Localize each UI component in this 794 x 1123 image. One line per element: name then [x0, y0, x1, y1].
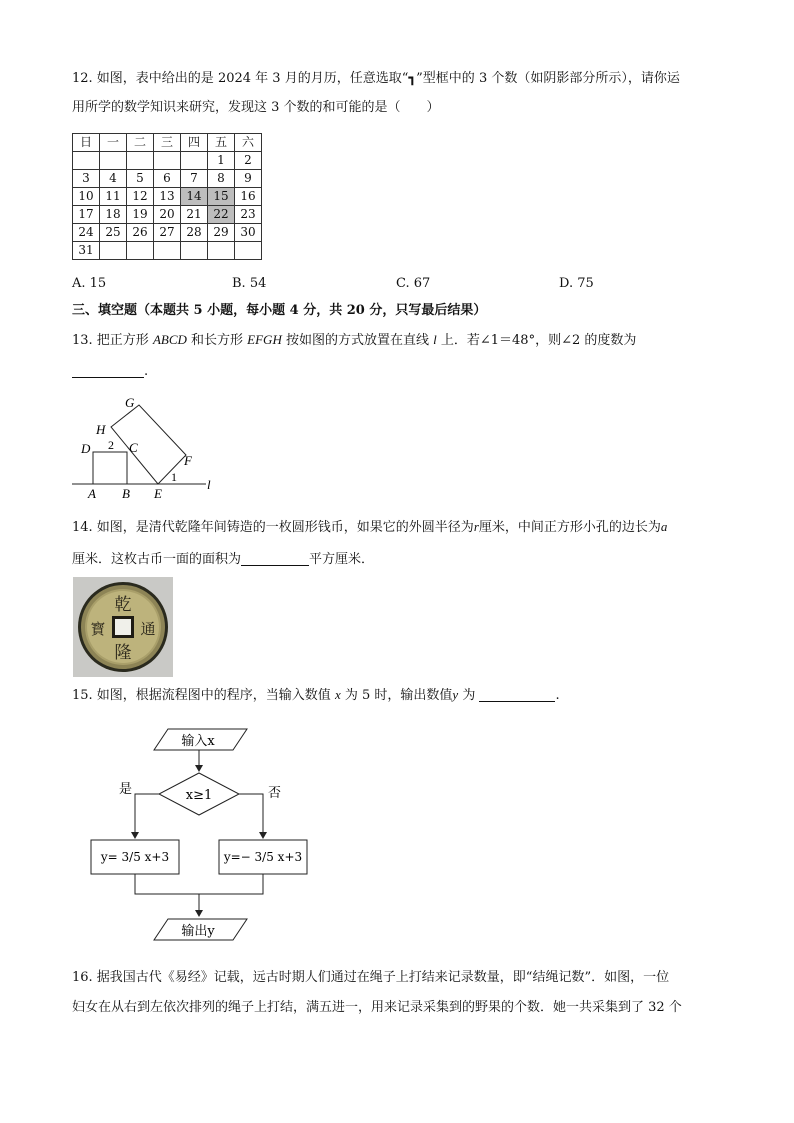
q13-abcd: ABCD	[152, 332, 187, 347]
q14-text-b: 厘米，中间正方形小孔的边长为	[478, 520, 661, 535]
option-a: A. 15	[72, 276, 107, 291]
q13-text-b: 和长方形	[186, 333, 248, 348]
calendar-day-cell: 9	[235, 170, 262, 188]
calendar-day-cell: 29	[208, 224, 235, 242]
label-f: F	[184, 453, 192, 468]
label-g: G	[125, 395, 135, 410]
q14-a: a	[660, 519, 668, 534]
q15-text-b: 为 5 时，输出数值	[340, 688, 453, 703]
calendar-day-cell: 27	[154, 224, 181, 242]
q14-text-a: 14. 如图，是清代乾隆年间铸造的一枚圆形钱币，如果它的外圆半径为	[72, 520, 474, 535]
coin-photo	[73, 577, 173, 677]
label-angle-2: 2	[108, 438, 114, 452]
option-d: D. 75	[559, 276, 594, 291]
q14-text-line1	[72, 518, 667, 537]
calendar-day-cell: 30	[235, 224, 262, 242]
calendar-day-cell: 28	[181, 224, 208, 242]
calendar-week-row	[73, 224, 262, 242]
calendar-day-cell: 6	[154, 170, 181, 188]
q14-text-line2	[72, 551, 374, 569]
calendar-weekday: 三	[154, 134, 181, 152]
label-b: B	[122, 486, 130, 501]
square-abcd	[93, 452, 127, 484]
q15-x: x	[334, 687, 341, 702]
calendar-day-cell: 31	[73, 242, 100, 260]
q13-efgh: EFGH	[247, 332, 282, 347]
calendar-day-cell: 14	[181, 188, 208, 206]
calendar-day-cell: 7	[181, 170, 208, 188]
calendar-week-row	[73, 152, 262, 170]
q14-answer-blank[interactable]	[241, 551, 309, 566]
coin-char-left: 寳	[90, 620, 106, 638]
flow-output-label: 输出y	[181, 924, 215, 939]
calendar-day-cell: 23	[235, 206, 262, 224]
calendar-day-cell: 12	[127, 188, 154, 206]
calendar-day-cell: 10	[73, 188, 100, 206]
calendar-day-cell: 8	[208, 170, 235, 188]
q13-text-line2	[72, 363, 148, 381]
calendar-week-row	[73, 242, 262, 260]
calendar-day-cell: 26	[127, 224, 154, 242]
q13-period: .	[144, 364, 149, 379]
coin-char-right: 通	[140, 620, 156, 638]
calendar-day-cell: 22	[208, 206, 235, 224]
calendar-day-cell: 16	[235, 188, 262, 206]
calendar-weekday: 五	[208, 134, 235, 152]
calendar-day-cell	[208, 242, 235, 260]
q13-text-d: 上．若∠1＝48°，则∠2 的度数为	[436, 333, 637, 348]
label-h: H	[96, 422, 106, 437]
q13-text-line1	[72, 331, 636, 350]
calendar-day-cell: 17	[73, 206, 100, 224]
calendar-day-cell: 1	[208, 152, 235, 170]
calendar-day-cell: 20	[154, 206, 181, 224]
calendar-weekday: 日	[73, 134, 100, 152]
calendar-day-cell	[100, 242, 127, 260]
calendar-week-row	[73, 188, 262, 206]
flow-input-label: 输入x	[181, 734, 215, 749]
q16-text-line1: 16. 据我国古代《易经》记载，远古时期人们通过在绳子上打结来记录数量，即“结绳记数”．如图，一位	[72, 970, 670, 985]
calendar-day-cell	[181, 242, 208, 260]
flow-condition-label: x≥1	[185, 788, 213, 803]
calendar-day-cell	[154, 242, 181, 260]
q14-text-d: 平方厘米．	[309, 552, 375, 567]
section-title: 三、填空题（本题共 5 小题，每小题 4 分，共 20 分，只写最后结果）	[72, 303, 487, 318]
calendar-weekday: 六	[235, 134, 262, 152]
calendar-weekday: 四	[181, 134, 208, 152]
calendar-header-row	[73, 134, 262, 152]
calendar-day-cell	[127, 152, 154, 170]
flow-no-label: 否	[268, 786, 282, 801]
q14-r: r	[473, 519, 479, 534]
calendar-day-cell: 2	[235, 152, 262, 170]
calendar-day-cell: 21	[181, 206, 208, 224]
q13-answer-blank[interactable]	[72, 363, 144, 378]
q15-flowchart	[88, 724, 328, 946]
q12-text-line2: 用所学的数学知识来研究，发现这 3 个数的和可能的是（ ）	[72, 100, 440, 115]
label-e: E	[154, 486, 162, 501]
calendar-day-cell: 25	[100, 224, 127, 242]
label-a: A	[88, 486, 96, 501]
label-angle-1: 1	[171, 470, 177, 484]
calendar-weekday: 一	[100, 134, 127, 152]
calendar-day-cell: 19	[127, 206, 154, 224]
q15-y: y	[452, 687, 459, 702]
coin-char-top: 乾	[114, 595, 132, 615]
calendar-day-cell	[100, 152, 127, 170]
calendar-day-cell	[181, 152, 208, 170]
q13-text-c: 按如图的方式放置在直线	[281, 333, 434, 348]
flow-yes-label: 是	[119, 782, 133, 797]
q15-text-c: 为	[458, 688, 480, 703]
q15-period: .	[555, 688, 560, 703]
q16-text-line2: 妇女在从右到左依次排列的绳子上打结，满五进一，用来记录采集到的野果的个数．她一共采集到了 32 个	[72, 1000, 682, 1015]
calendar-day-cell: 5	[127, 170, 154, 188]
calendar-table	[72, 133, 262, 260]
calendar-day-cell	[73, 152, 100, 170]
option-c: C. 67	[396, 276, 431, 291]
coin-image	[73, 577, 173, 677]
label-d: D	[81, 441, 91, 456]
flow-left-formula: y= 3/5 x+3	[100, 850, 170, 864]
coin-char-bottom: 隆	[114, 643, 132, 663]
calendar-day-cell	[154, 152, 181, 170]
calendar-day-cell: 15	[208, 188, 235, 206]
calendar-day-cell: 4	[100, 170, 127, 188]
q13-l: l	[433, 332, 437, 347]
label-l: l	[207, 477, 211, 492]
q14-text-c: 厘米．这枚古币一面的面积为	[72, 552, 242, 567]
calendar-weekday: 二	[127, 134, 154, 152]
q15-text-a: 15. 如图，根据流程图中的程序，当输入数值	[72, 688, 335, 703]
calendar-day-cell	[235, 242, 262, 260]
flow-right-formula: y=− 3/5 x+3	[223, 850, 303, 864]
option-b: B. 54	[232, 276, 267, 291]
q13-geometry-figure	[70, 392, 230, 502]
calendar-day-cell: 13	[154, 188, 181, 206]
calendar-day-cell: 3	[73, 170, 100, 188]
calendar-day-cell: 24	[73, 224, 100, 242]
q15-answer-blank[interactable]	[479, 687, 555, 702]
calendar-week-row	[73, 170, 262, 188]
calendar-day-cell: 18	[100, 206, 127, 224]
calendar-day-cell	[127, 242, 154, 260]
q13-text-a: 13. 把正方形	[72, 333, 153, 348]
label-c: C	[129, 440, 138, 455]
q15-text-line1	[72, 686, 560, 705]
q12-text-line1: 12. 如图，表中给出的是 2024 年 3 月的月历，任意选取“┓”型框中的 3 个数（如阴影部分所示），请你运	[72, 71, 680, 86]
calendar-day-cell: 11	[100, 188, 127, 206]
calendar-week-row	[73, 206, 262, 224]
